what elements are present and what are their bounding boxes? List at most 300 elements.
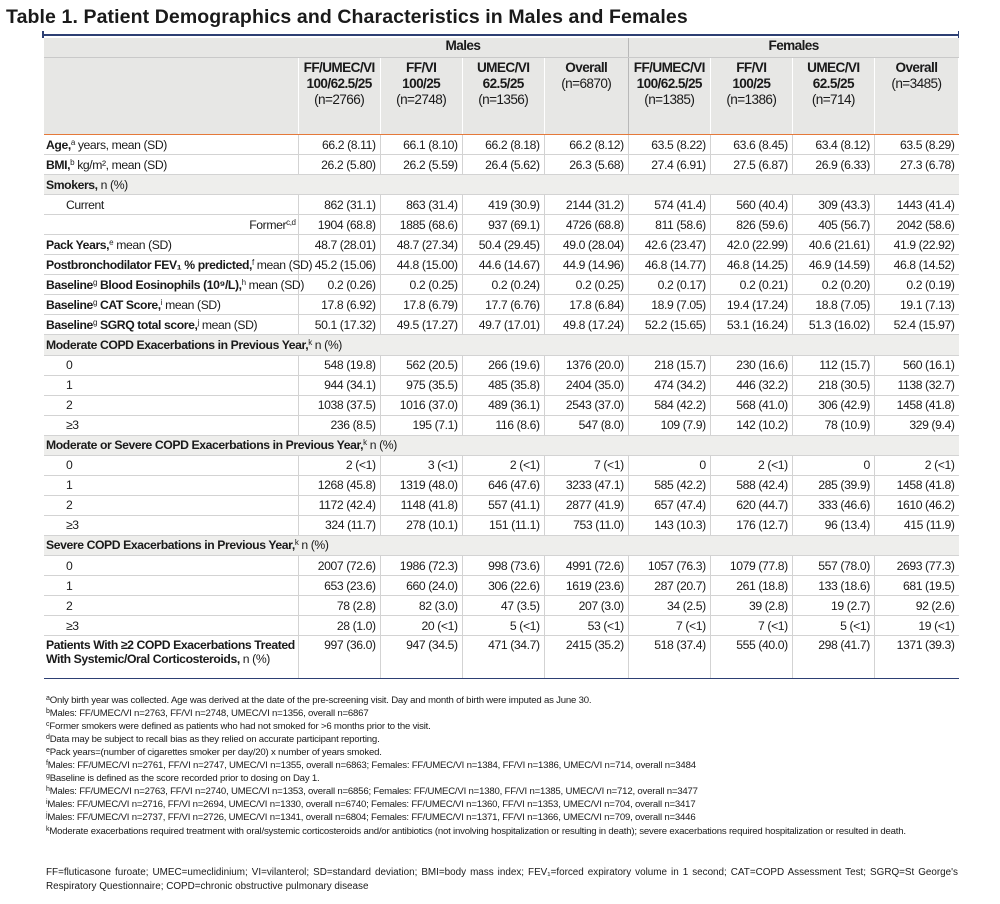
value-cell: 7 (<1): [628, 616, 710, 636]
value-cell: 485 (35.8): [462, 375, 544, 395]
value-cell: 44.6 (14.67): [462, 255, 544, 275]
value-cell: 2 (<1): [462, 455, 544, 475]
value-cell: 3 (<1): [380, 455, 462, 475]
table-row: [44, 495, 959, 515]
value-cell: 261 (18.8): [710, 576, 792, 596]
value-cell: 1268 (45.8): [298, 475, 380, 495]
row-label: [44, 596, 298, 616]
value-cell: 46.8 (14.77): [628, 255, 710, 275]
value-cell: 2 (<1): [710, 455, 792, 475]
row-label-text: 1: [66, 378, 73, 393]
header-blank: [44, 58, 298, 135]
value-cell: 230 (16.6): [710, 355, 792, 375]
value-cell: 2877 (41.9): [544, 495, 628, 515]
row-label-bold: Age,: [46, 137, 71, 152]
row-label-bold: Baseline: [46, 317, 93, 332]
value-cell: 4726 (68.8): [544, 215, 628, 235]
value-cell: 7 (<1): [710, 616, 792, 636]
value-cell: 0.2 (0.25): [544, 275, 628, 295]
column-header: [462, 58, 544, 135]
row-label: [44, 315, 298, 335]
table-row: [44, 475, 959, 495]
value-cell: 40.6 (21.61): [792, 235, 874, 255]
value-cell: 0.2 (0.20): [792, 275, 874, 295]
value-cell: 2042 (58.6): [874, 215, 958, 235]
value-cell: 489 (36.1): [462, 395, 544, 415]
column-header: [544, 58, 628, 135]
table-row: [44, 415, 959, 435]
value-cell: 278 (10.1): [380, 515, 462, 535]
value-cell: 333 (46.6): [792, 495, 874, 515]
footnote-text: Males: FF/UMEC/VI n=2761, FF/VI n=2747, UMEC/VI n=1355, overall n=6863; Females: FF/UMEC/VI n=1384, FF/VI n=1386, UMEC/VI n=714, overall n=3484: [47, 760, 696, 772]
column-header-line1: FF/UMEC/VI: [633, 60, 705, 75]
column-header-line2: 62.5/25: [482, 76, 524, 91]
value-cell: 646 (47.6): [462, 475, 544, 495]
row-label: [44, 295, 298, 315]
footnote-marker: k: [363, 438, 367, 448]
value-cell: 474 (34.2): [628, 375, 710, 395]
footnote-text: Males: FF/UMEC/VI n=2763, FF/VI n=2748, UMEC/VI n=1356, overall n=6867: [49, 708, 369, 720]
value-cell: 998 (73.6): [462, 555, 544, 575]
value-cell: 3233 (47.1): [544, 475, 628, 495]
footnote-text: Former smokers were defined as patients who had not smoked for >6 months prior to the visit.: [49, 721, 431, 733]
value-cell: 1172 (42.4): [298, 495, 380, 515]
value-cell: 112 (15.7): [792, 355, 874, 375]
table-row: [44, 235, 959, 255]
column-header-n: (n=3485): [891, 76, 942, 91]
row-label-rest: mean (SD): [245, 277, 304, 292]
row-label-text: 2: [66, 498, 73, 513]
row-label-text: 0: [66, 358, 73, 373]
row-label-text: 0: [66, 558, 73, 573]
row-label-bold: Smokers,: [46, 177, 98, 192]
footnote-marker: h: [241, 277, 246, 287]
footnote: [46, 733, 380, 746]
row-label-text: Current: [66, 197, 104, 212]
value-cell: 207 (3.0): [544, 596, 628, 616]
row-label: [44, 475, 298, 495]
row-label-bold: Severe COPD Exacerbations in Previous Year,: [46, 538, 295, 553]
value-cell: 26.9 (6.33): [792, 155, 874, 175]
column-header: [792, 58, 874, 135]
value-cell: 574 (41.4): [628, 195, 710, 215]
row-label-rest: years, mean (SD): [74, 137, 167, 152]
column-header-line1: Overall: [565, 60, 608, 75]
footnote-marker: g: [92, 277, 97, 287]
value-cell: 0: [628, 455, 710, 475]
column-header-line2: 62.5/25: [812, 76, 854, 91]
column-header-n: (n=2766): [314, 92, 365, 107]
value-cell: 309 (43.3): [792, 195, 874, 215]
value-cell: 415 (11.9): [874, 515, 958, 535]
table-row: [44, 355, 959, 375]
value-cell: 51.3 (16.02): [792, 315, 874, 335]
value-cell: 63.4 (8.12): [792, 135, 874, 155]
value-cell: 947 (34.5): [380, 636, 462, 679]
value-cell: 46.8 (14.52): [874, 255, 958, 275]
column-header-line1: FF/UMEC/VI: [303, 60, 375, 75]
value-cell: 944 (34.1): [298, 375, 380, 395]
row-label-text: 1: [66, 578, 73, 593]
table-row: [44, 636, 959, 679]
row-label: [44, 135, 298, 155]
value-cell: 41.9 (22.92): [874, 235, 958, 255]
footnote: [46, 746, 382, 759]
top-rule: [42, 34, 959, 36]
value-cell: 44.9 (14.96): [544, 255, 628, 275]
column-header: [628, 58, 710, 135]
footnote-marker: c: [46, 721, 50, 729]
footnote-marker: e: [46, 747, 50, 755]
value-cell: 48.7 (27.34): [380, 235, 462, 255]
column-header-n: (n=1385): [644, 92, 695, 107]
column-header-n: (n=1356): [478, 92, 529, 107]
value-cell: 143 (10.3): [628, 515, 710, 535]
value-cell: 324 (11.7): [298, 515, 380, 535]
value-cell: 753 (11.0): [544, 515, 628, 535]
value-cell: 588 (42.4): [710, 475, 792, 495]
value-cell: 1138 (32.7): [874, 375, 958, 395]
row-label-text: 2: [66, 598, 73, 613]
value-cell: 66.2 (8.18): [462, 135, 544, 155]
value-cell: 329 (9.4): [874, 415, 958, 435]
column-header-line1: UMEC/VI: [476, 60, 530, 75]
value-cell: 681 (19.5): [874, 576, 958, 596]
row-label-text: ≥3: [66, 518, 79, 533]
footnote-marker: b: [46, 708, 50, 716]
value-cell: 236 (8.5): [298, 415, 380, 435]
footnote-marker: e: [109, 237, 114, 247]
row-label-bold: Pack Years,: [46, 237, 110, 252]
footnote: [46, 694, 591, 707]
value-cell: 27.4 (6.91): [628, 155, 710, 175]
value-cell: 27.5 (6.87): [710, 155, 792, 175]
value-cell: 471 (34.7): [462, 636, 544, 679]
value-cell: 306 (22.6): [462, 576, 544, 596]
value-cell: 46.9 (14.59): [792, 255, 874, 275]
row-label: [44, 195, 298, 215]
value-cell: 653 (23.6): [298, 576, 380, 596]
value-cell: 1986 (72.3): [380, 555, 462, 575]
value-cell: 826 (59.6): [710, 215, 792, 235]
value-cell: 518 (37.4): [628, 636, 710, 679]
value-cell: 19.4 (17.24): [710, 295, 792, 315]
value-cell: 1319 (48.0): [380, 475, 462, 495]
table-row: [44, 255, 959, 275]
table-row: [44, 155, 959, 175]
row-label-bold: Moderate or Severe COPD Exacerbations in Previous Year,: [46, 438, 364, 453]
value-cell: 47 (3.5): [462, 596, 544, 616]
value-cell: 555 (40.0): [710, 636, 792, 679]
table-row: [44, 395, 959, 415]
row-label-bold-2: Blood Eosinophils (10⁹/L),: [97, 277, 242, 292]
footnote: [46, 785, 698, 798]
table-row: [44, 455, 959, 475]
value-cell: 39 (2.8): [710, 596, 792, 616]
table-body: [44, 135, 959, 679]
row-label-rest: mean (SD): [253, 257, 313, 272]
value-cell: 17.8 (6.84): [544, 295, 628, 315]
column-header-n: (n=714): [811, 92, 855, 107]
value-cell: 0.2 (0.21): [710, 275, 792, 295]
column-header-n: (n=6870): [561, 76, 612, 91]
group-header-row: [44, 38, 959, 58]
value-cell: 45.2 (15.06): [298, 255, 380, 275]
row-label: [44, 495, 298, 515]
row-label: [44, 535, 959, 555]
value-cell: 44.8 (15.00): [380, 255, 462, 275]
table-row: [44, 515, 959, 535]
value-cell: 176 (12.7): [710, 515, 792, 535]
row-label: [44, 275, 304, 295]
page-title: Table 1. Patient Demographics and Characteristics in Males and Females: [6, 6, 688, 28]
value-cell: 2693 (77.3): [874, 555, 958, 575]
value-cell: 306 (42.9): [792, 395, 874, 415]
value-cell: 1904 (68.8): [298, 215, 380, 235]
value-cell: 2415 (35.2): [544, 636, 628, 679]
column-header-row: [44, 58, 959, 135]
value-cell: 34 (2.5): [628, 596, 710, 616]
value-cell: 266 (19.6): [462, 355, 544, 375]
column-header: [874, 58, 958, 135]
demographics-table: [44, 38, 959, 679]
value-cell: 419 (30.9): [462, 195, 544, 215]
column-header-line2: 100/25: [402, 76, 441, 91]
column-header-line2: 100/25: [732, 76, 771, 91]
footnote-marker: j: [46, 812, 48, 820]
row-label: [44, 435, 959, 455]
value-cell: 548 (19.8): [298, 355, 380, 375]
footnote-marker: f: [46, 760, 48, 768]
value-cell: 1885 (68.6): [380, 215, 462, 235]
value-cell: 657 (47.4): [628, 495, 710, 515]
value-cell: 19.1 (7.13): [874, 295, 958, 315]
value-cell: 0.2 (0.17): [628, 275, 710, 295]
value-cell: 1376 (20.0): [544, 355, 628, 375]
value-cell: 78 (2.8): [298, 596, 380, 616]
table-row: [44, 215, 959, 235]
column-header: [380, 58, 462, 135]
footnote: [46, 707, 368, 720]
value-cell: 66.2 (8.11): [298, 135, 380, 155]
footnote-text: Only birth year was collected. Age was derived at the date of the pre-screening visit. Day and month of birth were imputed as June 30.: [49, 695, 592, 706]
row-label: [44, 636, 298, 679]
value-cell: 1038 (37.5): [298, 395, 380, 415]
value-cell: 17.8 (6.92): [298, 295, 380, 315]
value-cell: 1148 (41.8): [380, 495, 462, 515]
value-cell: 2007 (72.6): [298, 555, 380, 575]
value-cell: 5 (<1): [792, 616, 874, 636]
footnote-text: Males: FF/UMEC/VI n=2763, FF/VI n=2740, UMEC/VI n=1353, overall n=6856; Females: FF/UMEC/VI n=1380, FF/VI n=1385, UMEC/VI n=712, overall n=3477: [49, 786, 698, 798]
value-cell: 568 (41.0): [710, 395, 792, 415]
value-cell: 1458 (41.8): [874, 395, 958, 415]
value-cell: 660 (24.0): [380, 576, 462, 596]
value-cell: 82 (3.0): [380, 596, 462, 616]
footnote: [46, 759, 696, 772]
value-cell: 49.8 (17.24): [544, 315, 628, 335]
footnote-text: Data may be subject to recall bias as they relied on accurate participant reporting.: [49, 734, 380, 746]
row-label: [44, 395, 298, 415]
value-cell: 116 (8.6): [462, 415, 544, 435]
footnote-marker: a: [46, 695, 50, 702]
table-row: [44, 195, 959, 215]
footnote: [46, 798, 695, 811]
value-cell: 0.2 (0.19): [874, 275, 958, 295]
row-label: [44, 555, 298, 575]
row-label: [44, 155, 298, 175]
group-header-males: Males: [298, 38, 628, 58]
value-cell: 52.4 (15.97): [874, 315, 958, 335]
value-cell: 811 (58.6): [628, 215, 710, 235]
value-cell: 63.6 (8.45): [710, 135, 792, 155]
footnote-marker: a: [70, 137, 75, 147]
value-cell: 49.7 (17.01): [462, 315, 544, 335]
value-cell: 1610 (46.2): [874, 495, 958, 515]
value-cell: 560 (16.1): [874, 355, 958, 375]
value-cell: 19 (<1): [874, 616, 958, 636]
value-cell: 557 (41.1): [462, 495, 544, 515]
footnote-marker: h: [46, 786, 50, 794]
value-cell: 7 (<1): [544, 455, 628, 475]
footnote: [46, 772, 319, 785]
row-label: [44, 215, 298, 235]
column-header-line1: FF/VI: [736, 60, 767, 75]
section-row: [44, 435, 959, 455]
value-cell: 26.2 (5.80): [298, 155, 380, 175]
value-cell: 1016 (37.0): [380, 395, 462, 415]
value-cell: 1458 (41.8): [874, 475, 958, 495]
table-row: [44, 616, 959, 636]
value-cell: 1057 (76.3): [628, 555, 710, 575]
column-header-line1: UMEC/VI: [807, 60, 860, 75]
row-label-rest: mean (SD): [113, 237, 172, 252]
value-cell: 92 (2.6): [874, 596, 958, 616]
row-label-bold-2: CAT Score,: [97, 297, 161, 312]
value-cell: 20 (<1): [380, 616, 462, 636]
row-label-rest: n (%): [298, 538, 329, 553]
row-label: [44, 455, 298, 475]
row-label: [44, 616, 298, 636]
row-label-text: Former: [249, 217, 287, 232]
value-cell: 28 (1.0): [298, 616, 380, 636]
table-row: [44, 295, 959, 315]
value-cell: 287 (20.7): [628, 576, 710, 596]
value-cell: 27.3 (6.78): [874, 155, 958, 175]
value-cell: 18.9 (7.05): [628, 295, 710, 315]
value-cell: 0.2 (0.24): [462, 275, 544, 295]
value-cell: 78 (10.9): [792, 415, 874, 435]
table-row: [44, 596, 959, 616]
row-label-text: 2: [66, 398, 73, 413]
value-cell: 1371 (39.3): [874, 636, 958, 679]
section-row: [44, 335, 959, 355]
value-cell: 49.5 (17.27): [380, 315, 462, 335]
footnote-marker: i: [46, 799, 48, 807]
value-cell: 53 (<1): [544, 616, 628, 636]
column-header: [298, 58, 380, 135]
row-label-bold: Patients With ≥2 COPD Exacerbations Treated: [46, 638, 295, 653]
row-label: [44, 235, 298, 255]
value-cell: 17.7 (6.76): [462, 295, 544, 315]
value-cell: 18.8 (7.05): [792, 295, 874, 315]
row-label-bold: BMI,: [46, 157, 71, 172]
footnote: [46, 811, 695, 824]
group-header-females: Females: [628, 38, 958, 58]
value-cell: 584 (42.2): [628, 395, 710, 415]
value-cell: 218 (30.5): [792, 375, 874, 395]
value-cell: 26.3 (5.68): [544, 155, 628, 175]
row-label: [44, 335, 959, 355]
row-label-text: 0: [66, 458, 73, 473]
value-cell: 285 (39.9): [792, 475, 874, 495]
value-cell: 2 (<1): [298, 455, 380, 475]
value-cell: 19 (2.7): [792, 596, 874, 616]
value-cell: 0: [792, 455, 874, 475]
value-cell: 17.8 (6.79): [380, 295, 462, 315]
value-cell: 66.2 (8.12): [544, 135, 628, 155]
row-label-bold-2: SGRQ total score,: [97, 317, 198, 332]
value-cell: 1079 (77.8): [710, 555, 792, 575]
row-label-rest: kg/m², mean (SD): [74, 157, 167, 172]
value-cell: 863 (31.4): [380, 195, 462, 215]
row-label-bold-line2: With Systemic/Oral Corticosteroids,: [46, 652, 240, 667]
value-cell: 4991 (72.6): [544, 555, 628, 575]
value-cell: 50.4 (29.45): [462, 235, 544, 255]
value-cell: 48.7 (28.01): [298, 235, 380, 255]
value-cell: 50.1 (17.32): [298, 315, 380, 335]
value-cell: 1443 (41.4): [874, 195, 958, 215]
value-cell: 63.5 (8.22): [628, 135, 710, 155]
value-cell: 937 (69.1): [462, 215, 544, 235]
row-label: [44, 175, 959, 195]
row-label-rest: n (%): [366, 438, 397, 453]
footnote: [46, 825, 906, 838]
value-cell: 46.8 (14.25): [710, 255, 792, 275]
row-label-bold: Postbronchodilator FEV₁ % predicted,: [46, 257, 252, 272]
footnote-text: Baseline is defined as the score recorded prior to dosing on Day 1.: [49, 773, 320, 785]
table-row: [44, 576, 959, 596]
column-header-line1: FF/VI: [406, 60, 437, 75]
value-cell: 405 (56.7): [792, 215, 874, 235]
value-cell: 96 (13.4): [792, 515, 874, 535]
value-cell: 560 (40.4): [710, 195, 792, 215]
value-cell: 26.4 (5.62): [462, 155, 544, 175]
value-cell: 218 (15.7): [628, 355, 710, 375]
footnote-marker: k: [308, 337, 312, 347]
value-cell: 1619 (23.6): [544, 576, 628, 596]
value-cell: 562 (20.5): [380, 355, 462, 375]
footnote-marker: g: [92, 297, 97, 307]
value-cell: 2543 (37.0): [544, 395, 628, 415]
value-cell: 5 (<1): [462, 616, 544, 636]
value-cell: 547 (8.0): [544, 415, 628, 435]
value-cell: 42.0 (22.99): [710, 235, 792, 255]
table-row: [44, 315, 959, 335]
value-cell: 557 (78.0): [792, 555, 874, 575]
value-cell: 446 (32.2): [710, 375, 792, 395]
column-header-line1: Overall: [895, 60, 938, 75]
column-header-n: (n=2748): [396, 92, 447, 107]
row-label: [44, 355, 298, 375]
value-cell: 151 (11.1): [462, 515, 544, 535]
column-header-line2: 100/62.5/25: [636, 76, 702, 91]
value-cell: 997 (36.0): [298, 636, 380, 679]
value-cell: 52.2 (15.65): [628, 315, 710, 335]
footnote-marker: c,d: [286, 217, 296, 227]
header-blank: [44, 38, 298, 58]
row-label-bold: Moderate COPD Exacerbations in Previous Year,: [46, 337, 309, 352]
footnote-text: Males: FF/UMEC/VI n=2716, FF/VI n=2694, UMEC/VI n=1330, overall n=6740; Females: FF/UMEC/VI n=1360, FF/VI n=1353, UMEC/VI n=704, overall n=3417: [47, 799, 696, 811]
